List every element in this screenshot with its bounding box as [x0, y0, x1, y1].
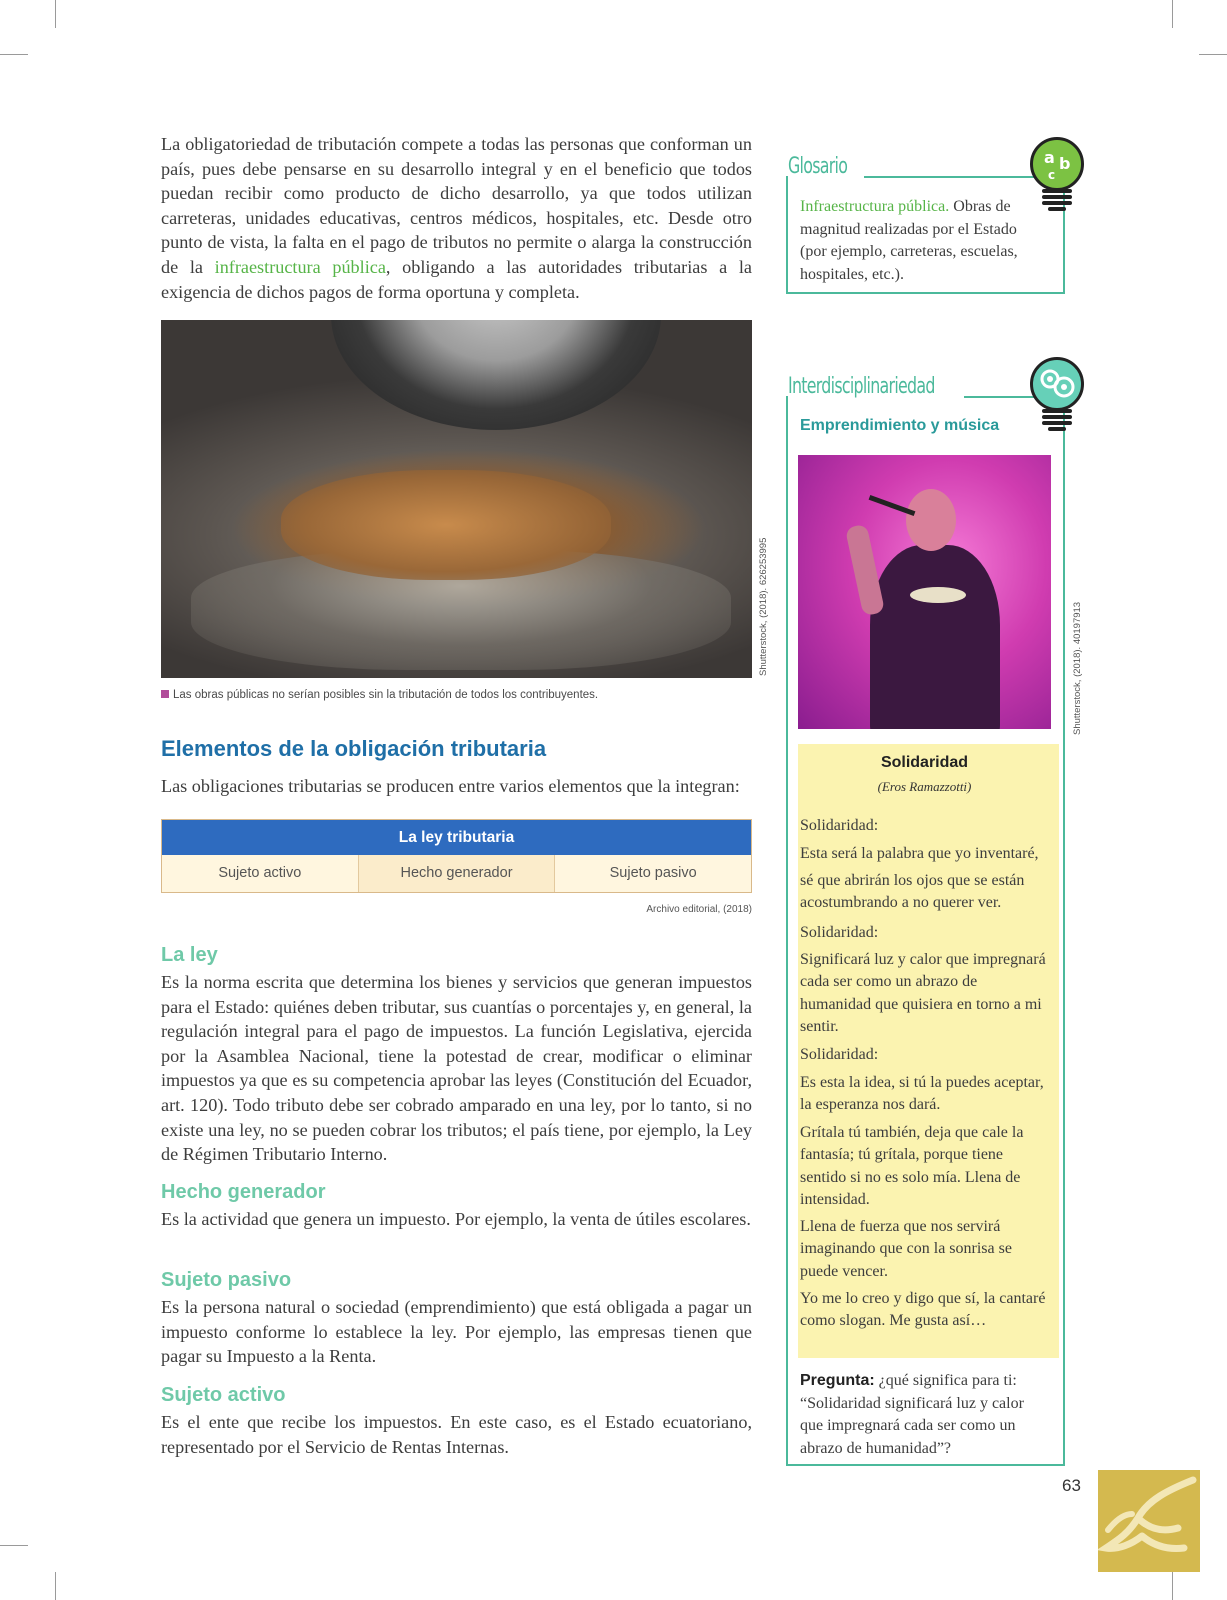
muddy-puddle	[281, 470, 611, 580]
section-title: Elementos de la obligación tributaria	[161, 736, 547, 761]
lyric-line: Yo me lo creo y digo que sí, la cantaré como slogan. Me gusta así…	[800, 1290, 1046, 1330]
svg-text:a: a	[1044, 148, 1055, 167]
question: Pregunta: ¿qué significa para ti: “Solidaridad significará luz y calor que impregnará cada ser como un abrazo de humanidad”?	[800, 1372, 1024, 1457]
svg-text:c: c	[1048, 168, 1056, 182]
pothole-photo	[161, 320, 752, 678]
interdisciplinariedad-rule	[964, 396, 1034, 398]
lyric-line: Solidaridad:	[800, 1046, 879, 1063]
shirt-graphic	[910, 587, 966, 603]
photo-credit-pothole: Shutterstock, (2018). 626253995	[758, 537, 769, 676]
term-body-la-ley: Es la norma escrita que determina los bienes y servicios que generan impuestos para el Estado: quiénes deben tributar, sus cuantías o porcentajes y, en general, la regulación integral para el pago de impuestos. La función Legislativa, ejercida por la Asamblea Nacional, tiene la potestad de crear, modificar o eliminar impuestos ya que es su competencia aprobar las leyes (Constitución del Ecuador, art. 120). Todo tributo debe ser cobrado amparado en una ley, por lo tanto, si no existe una ley, no se pueden cobrar los tributos; el país tiene, por ejemplo, la Ley de Régimen Tributario Interno.	[161, 972, 752, 1165]
glosario-title: Glosario	[788, 154, 848, 179]
term-body-sujeto-activo: Es el ente que recibe los impuestos. En este caso, es el Estado ecuatoriano, representado por el Servicio de Rentas Internas.	[161, 1412, 752, 1457]
table-cell-sujeto-activo: Sujeto activo	[162, 855, 359, 892]
table-header: La ley tributaria	[162, 820, 751, 855]
lyric-line: Grítala tú también, deja que cale la fantasía; tú grítala, porque tiene sentido si no es solo mía. Llena de intensidad.	[800, 1124, 1024, 1208]
crop-mark	[55, 0, 56, 28]
lyric-line: Esta será la palabra que yo inventaré,	[800, 845, 1039, 862]
svg-text:b: b	[1059, 154, 1071, 173]
lyric-line: Solidaridad:	[800, 924, 879, 941]
glosario-term: Infraestructura pública.	[800, 198, 950, 215]
interdisciplinariedad-bulb-icon	[1030, 357, 1084, 443]
term-title-sujeto-pasivo: Sujeto pasivo	[161, 1269, 292, 1291]
photo-credit-singer: Shutterstock, (2018). 40197913	[1072, 601, 1083, 735]
lyric-line: Llena de fuerza que nos servirá imaginando que con la sonrisa se puede vencer.	[800, 1218, 1012, 1280]
lyric-line: sé que abrirán los ojos que se están acostumbrando a no querer ver.	[800, 872, 1025, 912]
term-body-sujeto-pasivo: Es la persona natural o sociedad (emprendimiento) que está obligada a pagar un impuesto conforme lo establece la ley. Por ejemplo, las empresas tienen que pagar su Impuesto a la Renta.	[161, 1297, 752, 1367]
section-intro: Las obligaciones tributarias se producen entre varios elementos que la integran:	[161, 776, 740, 796]
crop-mark	[55, 1572, 56, 1600]
term-title-la-ley: La ley	[161, 944, 218, 966]
song-title: Solidaridad	[880, 754, 969, 771]
crop-mark	[1172, 1572, 1173, 1600]
hand-icon	[1098, 1470, 1200, 1572]
caption-square-icon	[161, 690, 169, 698]
glosario-rule	[864, 176, 1034, 178]
question-label: Pregunta:	[800, 1372, 875, 1389]
car-tire	[331, 320, 661, 430]
gears-icon	[1030, 357, 1084, 411]
table-credit: Archivo editorial, (2018)	[646, 904, 752, 915]
table-row	[162, 855, 751, 892]
song-author: (Eros Ramazzotti)	[877, 779, 972, 794]
lyric-line: Significará luz y calor que impregnará cada ser como un abrazo de humanidad que quisiera en torno a mi sentir.	[800, 951, 1046, 1035]
lyric-line: Es esta la idea, si tú la puedes aceptar, la esperanza nos dará.	[800, 1074, 1044, 1114]
term-title-sujeto-activo: Sujeto activo	[161, 1384, 286, 1406]
crop-mark	[0, 1545, 28, 1546]
crop-mark	[0, 54, 28, 55]
term-body-hecho-generador: Es la actividad que genera un impuesto. Por ejemplo, la venta de útiles escolares.	[161, 1209, 751, 1229]
intro-paragraph: La obligatoriedad de tributación compete a todas las personas que conforman un país, pues debe pensarse en su desarrollo integral y en el beneficio que todos puedan recibir como producto de dicho desarrollo, ya que todos utilizan carreteras, unidades educativas, centros médicos, hospitales, etc. Desde otro punto de vista, la falta en el pago de tributos no permite o alarga la construcción de la infraestructura pública, obligando a las autoridades tributarias a la exigencia de dichos pagos de forma oportuna y completa.	[161, 134, 752, 302]
lyric-line: Solidaridad:	[800, 817, 879, 834]
infraestructura-link-text: infraestructura pública	[214, 256, 386, 277]
singer-head	[906, 489, 956, 551]
singer-torso	[870, 545, 1000, 729]
table-cell-sujeto-pasivo: Sujeto pasivo	[555, 855, 751, 892]
table-cell-hecho-generador: Hecho generador	[359, 855, 556, 892]
interdisciplinariedad-subtitle: Emprendimiento y música	[800, 417, 1000, 434]
singer-photo	[798, 455, 1051, 729]
singer-arm	[845, 524, 885, 617]
glosario-definition: Infraestructura pública. Obras de magnitud realizadas por el Estado (por ejemplo, carreteras, escuelas, hospitales, etc.).	[800, 198, 1018, 283]
abc-letters-icon	[1030, 137, 1084, 191]
page-number: 63	[1062, 1476, 1081, 1495]
crop-mark	[1172, 0, 1173, 28]
photo-caption: Las obras públicas no serían posibles sin la tributación de todos los contribuyentes.	[161, 689, 598, 701]
interdisciplinariedad-title: Interdisciplinariedad	[788, 374, 935, 399]
corner-hand-decoration	[1098, 1470, 1200, 1572]
tax-law-table	[161, 819, 752, 893]
term-title-hecho-generador: Hecho generador	[161, 1181, 326, 1203]
crop-mark	[1199, 54, 1227, 55]
glosario-bulb-icon	[1030, 137, 1084, 223]
